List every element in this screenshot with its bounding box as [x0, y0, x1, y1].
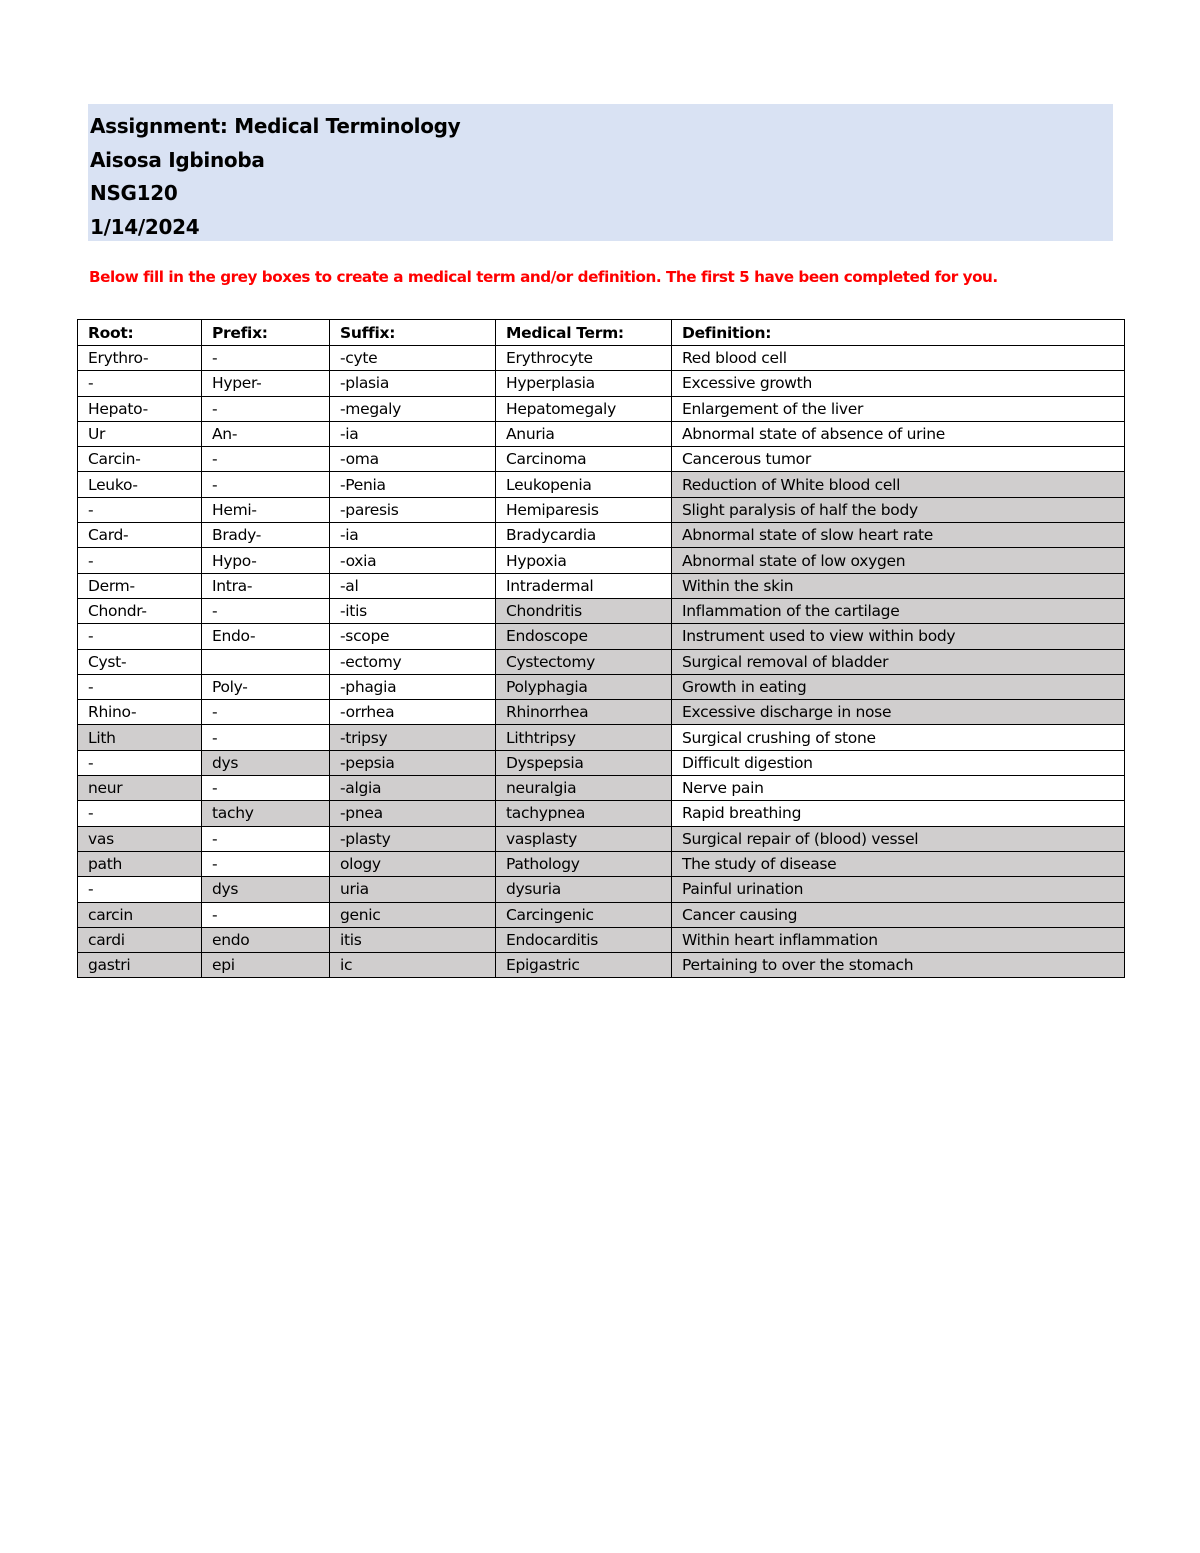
root-cell: -: [78, 750, 202, 775]
table-row: [78, 346, 1125, 371]
root-cell: -: [78, 801, 202, 826]
definition-cell[interactable]: Reduction of White blood cell: [672, 472, 1125, 497]
table-row: [78, 927, 1125, 952]
prefix-cell: -: [202, 826, 330, 851]
suffix-cell: -ia: [330, 523, 496, 548]
prefix-cell[interactable]: tachy: [202, 801, 330, 826]
prefix-cell[interactable]: endo: [202, 927, 330, 952]
term-cell[interactable]: vasplasty: [496, 826, 672, 851]
term-cell: Hepatomegaly: [496, 396, 672, 421]
suffix-cell: -oma: [330, 447, 496, 472]
table-row: [78, 750, 1125, 775]
suffix-cell: -itis: [330, 598, 496, 623]
prefix-cell[interactable]: epi: [202, 953, 330, 978]
root-cell: Chondr-: [78, 598, 202, 623]
table-row: [78, 624, 1125, 649]
suffix-cell: -oxia: [330, 548, 496, 573]
root-cell: -: [78, 877, 202, 902]
suffix-cell[interactable]: -pepsia: [330, 750, 496, 775]
root-cell: Cyst-: [78, 649, 202, 674]
definition-cell[interactable]: Growth in eating: [672, 674, 1125, 699]
prefix-cell: Poly-: [202, 674, 330, 699]
terminology-table: [77, 319, 1125, 978]
root-cell[interactable]: vas: [78, 826, 202, 851]
student-name: Aisosa Igbinoba: [90, 147, 265, 172]
suffix-cell: -ectomy: [330, 649, 496, 674]
prefix-cell: -: [202, 598, 330, 623]
suffix-cell[interactable]: -pnea: [330, 801, 496, 826]
course-code: NSG120: [90, 181, 178, 205]
term-cell: Hypoxia: [496, 548, 672, 573]
definition-cell[interactable]: Excessive discharge in nose: [672, 700, 1125, 725]
definition-cell[interactable]: Instrument used to view within body: [672, 624, 1125, 649]
definition-cell[interactable]: Cancer causing: [672, 902, 1125, 927]
definition-cell[interactable]: Abnormal state of slow heart rate: [672, 523, 1125, 548]
term-cell[interactable]: Pathology: [496, 851, 672, 876]
prefix-cell[interactable]: dys: [202, 877, 330, 902]
table-row: [78, 674, 1125, 699]
root-cell: -: [78, 674, 202, 699]
prefix-cell: Intra-: [202, 573, 330, 598]
prefix-cell: -: [202, 472, 330, 497]
table-row: [78, 851, 1125, 876]
instructions-text: Below fill in the grey boxes to create a medical term and/or definition. The first 5 have been completed for you.: [89, 268, 998, 286]
root-cell: Rhino-: [78, 700, 202, 725]
term-cell[interactable]: Endocarditis: [496, 927, 672, 952]
definition-cell: Enlargement of the liver: [672, 396, 1125, 421]
prefix-cell: Hemi-: [202, 497, 330, 522]
prefix-cell: -: [202, 776, 330, 801]
root-cell: Carcin-: [78, 447, 202, 472]
suffix-cell[interactable]: uria: [330, 877, 496, 902]
prefix-cell: -: [202, 396, 330, 421]
table-row: [78, 371, 1125, 396]
table-row: [78, 523, 1125, 548]
suffix-cell: -plasia: [330, 371, 496, 396]
term-cell: Bradycardia: [496, 523, 672, 548]
suffix-cell: -scope: [330, 624, 496, 649]
table-row: [78, 472, 1125, 497]
root-cell[interactable]: Lith: [78, 725, 202, 750]
table-row: [78, 548, 1125, 573]
table-row: [78, 573, 1125, 598]
column-header-medical-term: Medical Term:: [496, 320, 672, 346]
table-row: [78, 700, 1125, 725]
root-cell: Card-: [78, 523, 202, 548]
root-cell[interactable]: carcin: [78, 902, 202, 927]
prefix-cell: Endo-: [202, 624, 330, 649]
term-cell: Hyperplasia: [496, 371, 672, 396]
prefix-cell: An-: [202, 421, 330, 446]
definition-cell[interactable]: Painful urination: [672, 877, 1125, 902]
definition-cell: Rapid breathing: [672, 801, 1125, 826]
table-row: [78, 649, 1125, 674]
term-cell[interactable]: Cystectomy: [496, 649, 672, 674]
prefix-cell: -: [202, 447, 330, 472]
column-header-suffix: Suffix:: [330, 320, 496, 346]
suffix-cell: -phagia: [330, 674, 496, 699]
suffix-cell: -cyte: [330, 346, 496, 371]
term-cell[interactable]: tachypnea: [496, 801, 672, 826]
term-cell[interactable]: Rhinorrhea: [496, 700, 672, 725]
prefix-cell: Hyper-: [202, 371, 330, 396]
root-cell: -: [78, 548, 202, 573]
suffix-cell: -Penia: [330, 472, 496, 497]
table-row: [78, 776, 1125, 801]
definition-cell[interactable]: Surgical removal of bladder: [672, 649, 1125, 674]
suffix-cell: -al: [330, 573, 496, 598]
root-cell[interactable]: neur: [78, 776, 202, 801]
root-cell[interactable]: path: [78, 851, 202, 876]
definition-cell[interactable]: The study of disease: [672, 851, 1125, 876]
suffix-cell[interactable]: itis: [330, 927, 496, 952]
term-cell[interactable]: Lithtripsy: [496, 725, 672, 750]
table-row: [78, 826, 1125, 851]
term-cell: Anuria: [496, 421, 672, 446]
prefix-cell[interactable]: dys: [202, 750, 330, 775]
root-cell: Erythro-: [78, 346, 202, 371]
prefix-cell: -: [202, 851, 330, 876]
root-cell: -: [78, 497, 202, 522]
column-header-root: Root:: [78, 320, 202, 346]
suffix-cell[interactable]: -tripsy: [330, 725, 496, 750]
suffix-cell: -megaly: [330, 396, 496, 421]
term-cell[interactable]: dysuria: [496, 877, 672, 902]
definition-cell[interactable]: Abnormal state of low oxygen: [672, 548, 1125, 573]
term-cell: Carcinoma: [496, 447, 672, 472]
suffix-cell: -orrhea: [330, 700, 496, 725]
definition-cell[interactable]: Slight paralysis of half the body: [672, 497, 1125, 522]
root-cell: Hepato-: [78, 396, 202, 421]
term-cell[interactable]: Polyphagia: [496, 674, 672, 699]
definition-cell[interactable]: Pertaining to over the stomach: [672, 953, 1125, 978]
suffix-cell[interactable]: ic: [330, 953, 496, 978]
term-cell: Hemiparesis: [496, 497, 672, 522]
root-cell[interactable]: gastri: [78, 953, 202, 978]
table-row: [78, 421, 1125, 446]
definition-cell[interactable]: Surgical repair of (blood) vessel: [672, 826, 1125, 851]
definition-cell[interactable]: Within heart inflammation: [672, 927, 1125, 952]
prefix-cell: -: [202, 902, 330, 927]
root-cell: -: [78, 624, 202, 649]
root-cell: -: [78, 371, 202, 396]
prefix-cell: [202, 649, 330, 674]
suffix-cell: -paresis: [330, 497, 496, 522]
suffix-cell[interactable]: -plasty: [330, 826, 496, 851]
definition-cell: Difficult digestion: [672, 750, 1125, 775]
term-cell[interactable]: Chondritis: [496, 598, 672, 623]
suffix-cell[interactable]: genic: [330, 902, 496, 927]
table-row: [78, 396, 1125, 421]
term-cell[interactable]: Epigastric: [496, 953, 672, 978]
term-cell[interactable]: Endoscope: [496, 624, 672, 649]
definition-cell: Abnormal state of absence of urine: [672, 421, 1125, 446]
assignment-header: [88, 104, 1113, 241]
table-row: [78, 902, 1125, 927]
term-cell: Leukopenia: [496, 472, 672, 497]
assignment-date: 1/14/2024: [90, 214, 200, 239]
table-row: [78, 447, 1125, 472]
root-cell[interactable]: cardi: [78, 927, 202, 952]
root-cell: Derm-: [78, 573, 202, 598]
definition-cell: Excessive growth: [672, 371, 1125, 396]
definition-cell[interactable]: Inflammation of the cartilage: [672, 598, 1125, 623]
term-cell[interactable]: Carcingenic: [496, 902, 672, 927]
term-cell: Intradermal: [496, 573, 672, 598]
prefix-cell: -: [202, 700, 330, 725]
root-cell: Leuko-: [78, 472, 202, 497]
definition-cell: Cancerous tumor: [672, 447, 1125, 472]
column-header-definition: Definition:: [672, 320, 1125, 346]
table-row: [78, 725, 1125, 750]
table-row: [78, 953, 1125, 978]
table-row: [78, 598, 1125, 623]
definition-cell: Red blood cell: [672, 346, 1125, 371]
term-cell[interactable]: Dyspepsia: [496, 750, 672, 775]
prefix-cell: Hypo-: [202, 548, 330, 573]
prefix-cell: -: [202, 725, 330, 750]
table-row: [78, 877, 1125, 902]
definition-cell: Surgical crushing of stone: [672, 725, 1125, 750]
definition-cell: Nerve pain: [672, 776, 1125, 801]
table-row: [78, 801, 1125, 826]
suffix-cell: -ia: [330, 421, 496, 446]
table-header-row: [78, 320, 1125, 346]
suffix-cell[interactable]: ology: [330, 851, 496, 876]
prefix-cell: -: [202, 346, 330, 371]
table-row: [78, 497, 1125, 522]
term-cell[interactable]: neuralgia: [496, 776, 672, 801]
term-cell: Erythrocyte: [496, 346, 672, 371]
assignment-title: Assignment: Medical Terminology: [90, 114, 461, 138]
root-cell: Ur: [78, 421, 202, 446]
suffix-cell[interactable]: -algia: [330, 776, 496, 801]
column-header-prefix: Prefix:: [202, 320, 330, 346]
definition-cell[interactable]: Within the skin: [672, 573, 1125, 598]
prefix-cell: Brady-: [202, 523, 330, 548]
